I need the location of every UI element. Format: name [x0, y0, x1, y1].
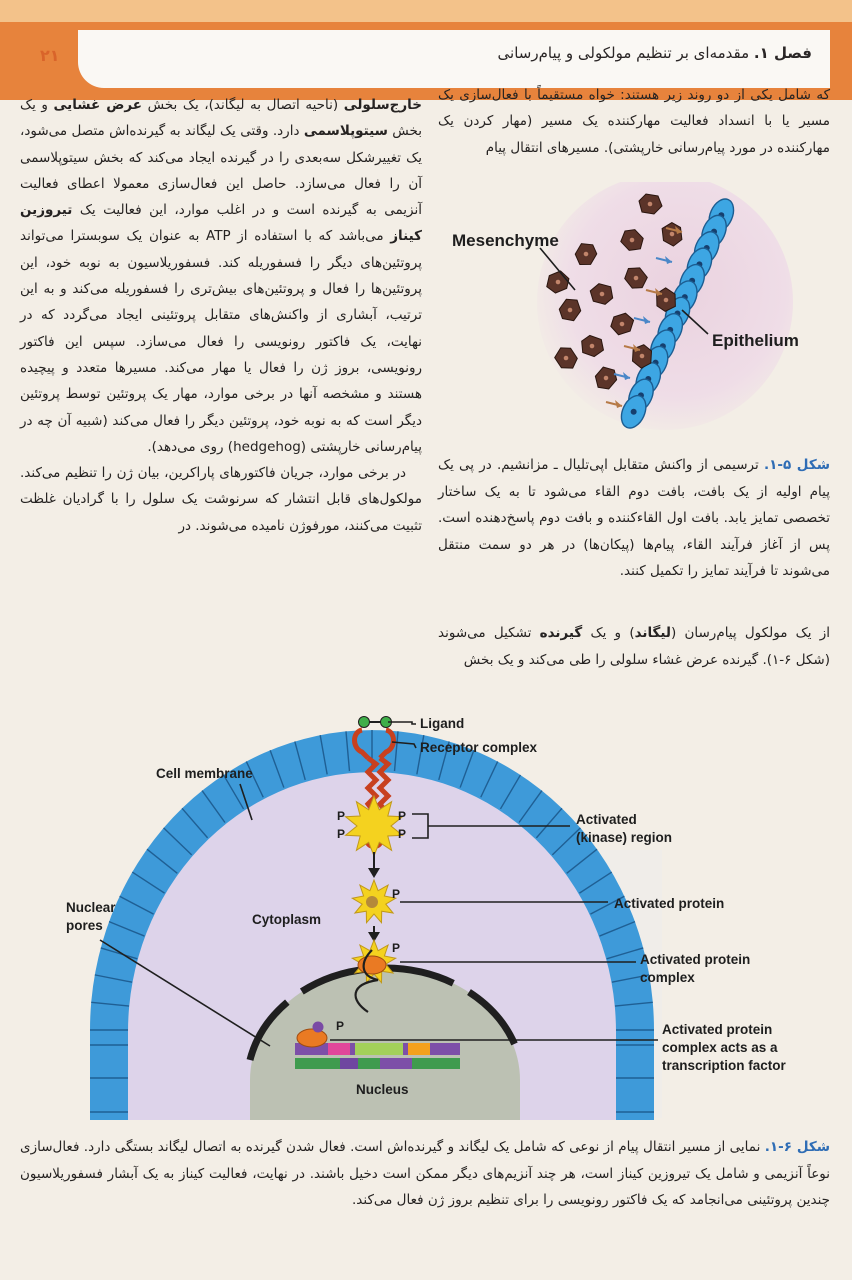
label-receptor-complex: Receptor complex [420, 740, 538, 755]
label-cytoplasm: Cytoplasm [252, 912, 322, 927]
p-kinase-3: P [398, 809, 407, 823]
tf-phosphate [313, 1022, 324, 1033]
right-text-column [438, 82, 830, 161]
protein-complex-orange [358, 956, 386, 974]
p-kinase-4: P [398, 827, 407, 841]
chapter-title [498, 44, 812, 62]
p-complex: P [392, 941, 401, 955]
label-complex-2: complex [640, 970, 695, 985]
p-kinase-1: P [337, 809, 346, 823]
text-run: از یک مولکول پیام‌رسان ( [670, 625, 831, 641]
p-kinase-2: P [337, 827, 346, 841]
chapter-title-text: مقدمه‌ای بر تنظیم مولکولی و پیام‌رسانی [497, 44, 750, 62]
text-run: ) و یک [582, 625, 635, 641]
text-run: دارد. وقتی یک لیگاند به گیرنده‌اش متصل می‌شود، یک تغییرشکل سه‌بعدی را در گیرنده ایجاد می‌کند که بخش سیتوپلاسمی آن را فعال می‌سازد. حاصل این فعال‌سازی معمولا اعطای فعالیت آنزیمی به گیرنده است و در اغلب موارد، این فعالیت یک [20, 123, 422, 219]
p-tf: P [336, 1019, 345, 1033]
page-number: ۲۱ [40, 46, 60, 65]
epithelial-nucleus [631, 409, 637, 415]
term-transmembrane: عرض غشایی [53, 97, 143, 113]
chapter-label: فصل ۱. [753, 44, 812, 62]
left-paragraph-2: در برخی موارد، جریان فاکتورهای پاراکرین، بیان ژن را تنظیم می‌کند. مولکول‌های قابل انتشار که سرنوشت یک سلول را با گرادیان غلظت تثبیت می‌کنند، مورفوژن نامیده می‌شوند. در [20, 465, 422, 534]
figure-6-signal-transduction [0, 700, 852, 1130]
left-text-column [20, 92, 422, 539]
label-activated-region-1: Activated [576, 812, 637, 827]
label-nucleus: Nucleus [356, 1082, 409, 1097]
label-ligand: Ligand [420, 716, 465, 731]
page-top-strip [0, 0, 852, 22]
tf-complex-protein [297, 1029, 327, 1047]
caption-text: نمایی از مسیر انتقال پیام از نوعی که شامل یک لیگاند و گیرنده‌اش است. فعال شدن گیرنده به اتصال لیگاند بستگی دارد. فعال‌سازی نوعاً آنزیمی و شامل یک تیروزین کیناز است، هر چند آنزیم‌های دیگر ممکن است دخیل باشند. در نهایت، فعالیت کیناز به یک آبشار فسفوریلاسیون چندین پروتئینی می‌انجامد که یک فاکتور رونویسی را برای تنظیم بروز ژن فعال می‌کند. [20, 1139, 830, 1208]
p-activated-protein: P [392, 887, 401, 901]
right-paragraph-2 [438, 620, 830, 673]
figure-5-epithelial-mesenchymal [440, 182, 832, 447]
label-tf-3: transcription factor [662, 1058, 786, 1073]
label-epithelium: Epithelium [712, 331, 799, 350]
term-extracellular: خارج‌سلولی [343, 97, 422, 113]
label-tf-2: complex acts as a [662, 1040, 778, 1055]
label-nuclear-pores-1: Nuclear [66, 900, 116, 915]
left-paragraph-1 [20, 92, 422, 460]
text-run: و یک بخش [20, 97, 422, 140]
label-activated-region-2: (kinase) region [576, 830, 673, 845]
label-tf-1: Activated protein [662, 1022, 773, 1037]
label-nuclear-pores-2: pores [66, 918, 103, 933]
activated-protein-core [366, 896, 378, 908]
label-mesenchyme: Mesenchyme [452, 231, 559, 250]
ligand-molecule [359, 717, 392, 728]
caption-label: شکل ۵-۱. [763, 457, 830, 473]
term-cytoplasmic: سیتوپلاسمی [303, 123, 388, 140]
term-tyrosine-kinase: تیروزین کیناز [20, 202, 422, 245]
figure-6-caption [20, 1134, 830, 1214]
text-run: می‌باشد که با استفاده از ATP به عنوان یک سوبسترا می‌تواند پروتئین‌های دیگر را فسفوریله کند. فسفوریلاسیون به نوبه خود، این پروتئین‌ها را فعال و پروتئین‌های بیش‌تری را فسفوریله می‌کند و به این ترتیب، آبشاری از واکنش‌های متقابل پروتئینی ایجاد می‌گردد که در نهایت، یک فاکتور رونویسی را فعال می‌سازد. سپس این فاکتور رونویسی، بروز ژن را فعال یا مهار می‌کند. مسیرها متعدد و پیچیده هستند و مشخصه آنها در برخی موارد، مهار یک پروتئین توسط پروتئین دیگر است که به نوبه خود، پروتئین دیگر را فعال می‌کند (شبیه آن چه در پیام‌رسانی خارپشتی (hedgehog) روی می‌دهد). [20, 228, 422, 455]
label-activated-protein: Activated protein [614, 896, 725, 911]
right-paragraph-1: که شامل یکی از دو روند زیر هستند: خواه مستقیماً با فعال‌سازی یک مسیر یا با انسداد فعالیت مهارکننده یک مسیر (مهار کردن یک مهارکننده در مورد پیام‌رسانی خارپشتی). مسیرهای انتقال پیام [438, 87, 830, 156]
caption-label: شکل ۶-۱. [764, 1139, 830, 1155]
text-run: (ناحیه اتصال به لیگاند)، یک بخش [142, 97, 344, 113]
label-complex-1: Activated protein [640, 952, 751, 967]
figure-5-caption [438, 452, 830, 585]
term-receptor: گیرنده [539, 625, 583, 641]
label-cell-membrane: Cell membrane [156, 766, 253, 781]
term-ligand: لیگاند [634, 625, 671, 641]
text-run: تشکیل می‌شوند (شکل ۶-۱). گیرنده عرض غشاء سلولی را طی می‌کند و یک بخش [438, 625, 830, 668]
caption-text: ترسیمی از واکنش متقابل اپی‌تلیال ـ مزانشیم. در پی یک پیام اولیه از یک بافت، بافت دوم القاء می‌شود تا به یک ساختار تخصصی تمایز یابد. بافت اول القاءکننده و بافت دوم پاسخ‌دهنده است. پس از آغاز فرآیند القاء، پیام‌ها (پیکان‌ها) در هر دو سمت منتقل می‌شوند تا فرآیند تمایز را تکمیل کنند. [438, 457, 830, 579]
